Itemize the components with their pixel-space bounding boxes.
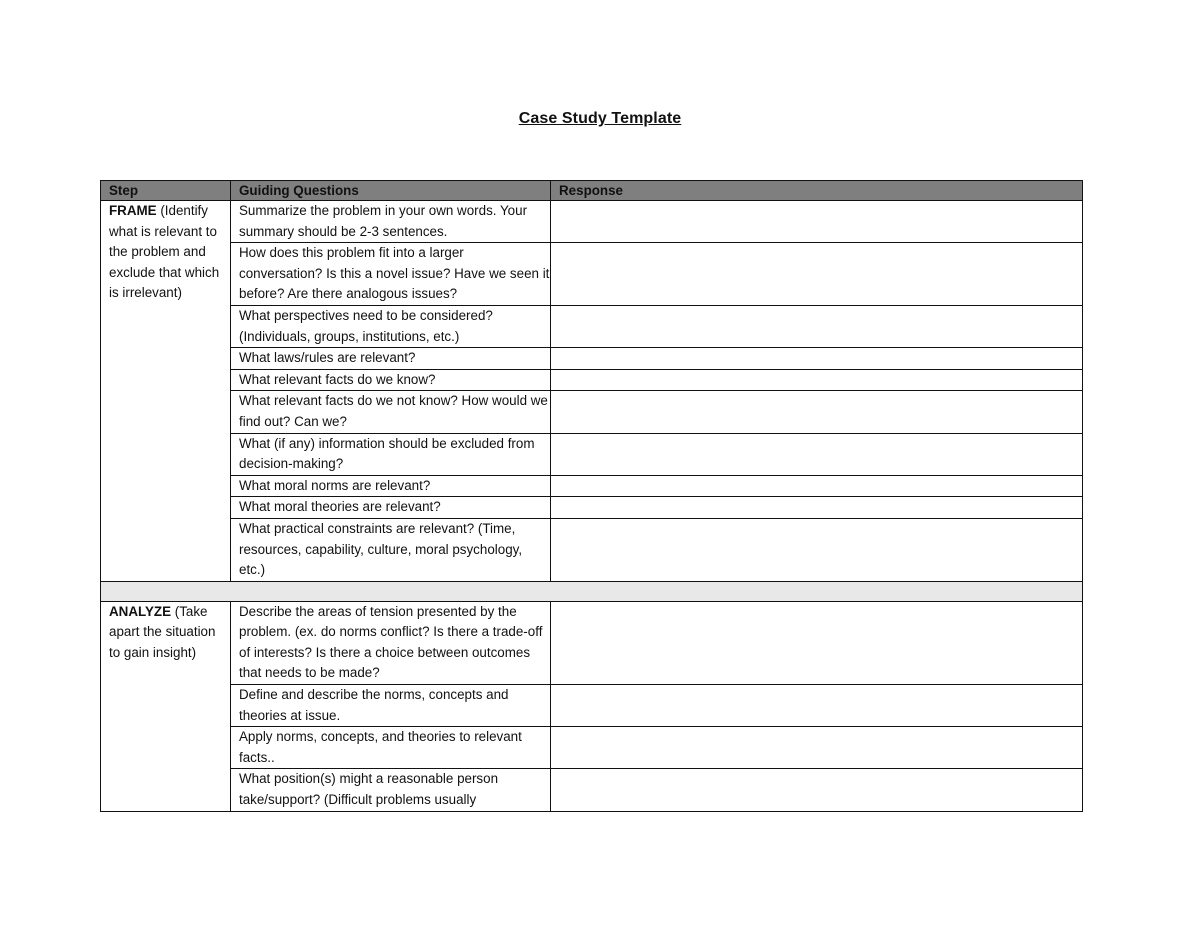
header-step: Step [101, 181, 231, 201]
question-cell: Describe the areas of tension presented by the problem. (ex. do norms conflict? Is there a trade-off of interests? Is there a choice between outcomes that needs to be made? [231, 601, 551, 684]
step-cell-analyze [101, 601, 231, 811]
table-row [101, 475, 1083, 497]
step-description: (Identify what is relevant to the problem and exclude that which is irrelevant) [109, 203, 220, 301]
question-cell: What laws/rules are relevant? [231, 348, 551, 370]
step-description: (Take apart the situation to gain insight) [109, 603, 216, 660]
header-response: Response [551, 181, 1083, 201]
case-study-table [100, 180, 1083, 812]
table-row [101, 201, 1083, 243]
response-cell[interactable] [551, 475, 1083, 497]
response-cell[interactable] [551, 601, 1083, 684]
question-cell: Define and describe the norms, concepts and theories at issue. [231, 685, 551, 727]
response-cell[interactable] [551, 518, 1083, 581]
table-row [101, 518, 1083, 581]
question-cell: What relevant facts do we not know? How would we find out? Can we? [231, 391, 551, 433]
table-row [101, 243, 1083, 306]
step-name: FRAME [109, 203, 157, 218]
response-cell[interactable] [551, 433, 1083, 475]
table-header-row [101, 181, 1083, 201]
step-name: ANALYZE [109, 603, 172, 619]
table-row [101, 433, 1083, 475]
question-cell: What position(s) might a reasonable person take/support? (Difficult problems usually [231, 769, 551, 811]
question-cell: Apply norms, concepts, and theories to relevant facts.. [231, 727, 551, 769]
response-cell[interactable] [551, 391, 1083, 433]
table-row [101, 685, 1083, 727]
question-cell: What relevant facts do we know? [231, 369, 551, 391]
question-cell: What moral theories are relevant? [231, 497, 551, 519]
table-row [101, 601, 1083, 684]
response-cell[interactable] [551, 369, 1083, 391]
header-guiding-questions: Guiding Questions [231, 181, 551, 201]
section-divider [101, 581, 1083, 601]
response-cell[interactable] [551, 727, 1083, 769]
table-row [101, 391, 1083, 433]
response-cell[interactable] [551, 348, 1083, 370]
response-cell[interactable] [551, 201, 1083, 243]
question-cell: How does this problem fit into a larger conversation? Is this a novel issue? Have we seen it before? Are there analogous issues? [231, 243, 551, 306]
question-cell: What moral norms are relevant? [231, 475, 551, 497]
response-cell[interactable] [551, 769, 1083, 811]
question-cell: What perspectives need to be considered? (Individuals, groups, institutions, etc.) [231, 305, 551, 347]
question-cell: What practical constraints are relevant? (Time, resources, capability, culture, moral psychology, etc.) [231, 518, 551, 581]
section-divider-row [101, 581, 1083, 601]
table-row [101, 369, 1083, 391]
question-cell: Summarize the problem in your own words. Your summary should be 2-3 sentences. [231, 201, 551, 243]
document-title: Case Study Template [518, 110, 682, 127]
response-cell[interactable] [551, 243, 1083, 306]
table-row [101, 769, 1083, 811]
response-cell[interactable] [551, 685, 1083, 727]
response-cell[interactable] [551, 305, 1083, 347]
table-row [101, 305, 1083, 347]
table-row [101, 497, 1083, 519]
step-cell-frame [101, 201, 231, 582]
response-cell[interactable] [551, 497, 1083, 519]
question-cell: What (if any) information should be excluded from decision-making? [231, 433, 551, 475]
table-row [101, 348, 1083, 370]
table-row [101, 727, 1083, 769]
